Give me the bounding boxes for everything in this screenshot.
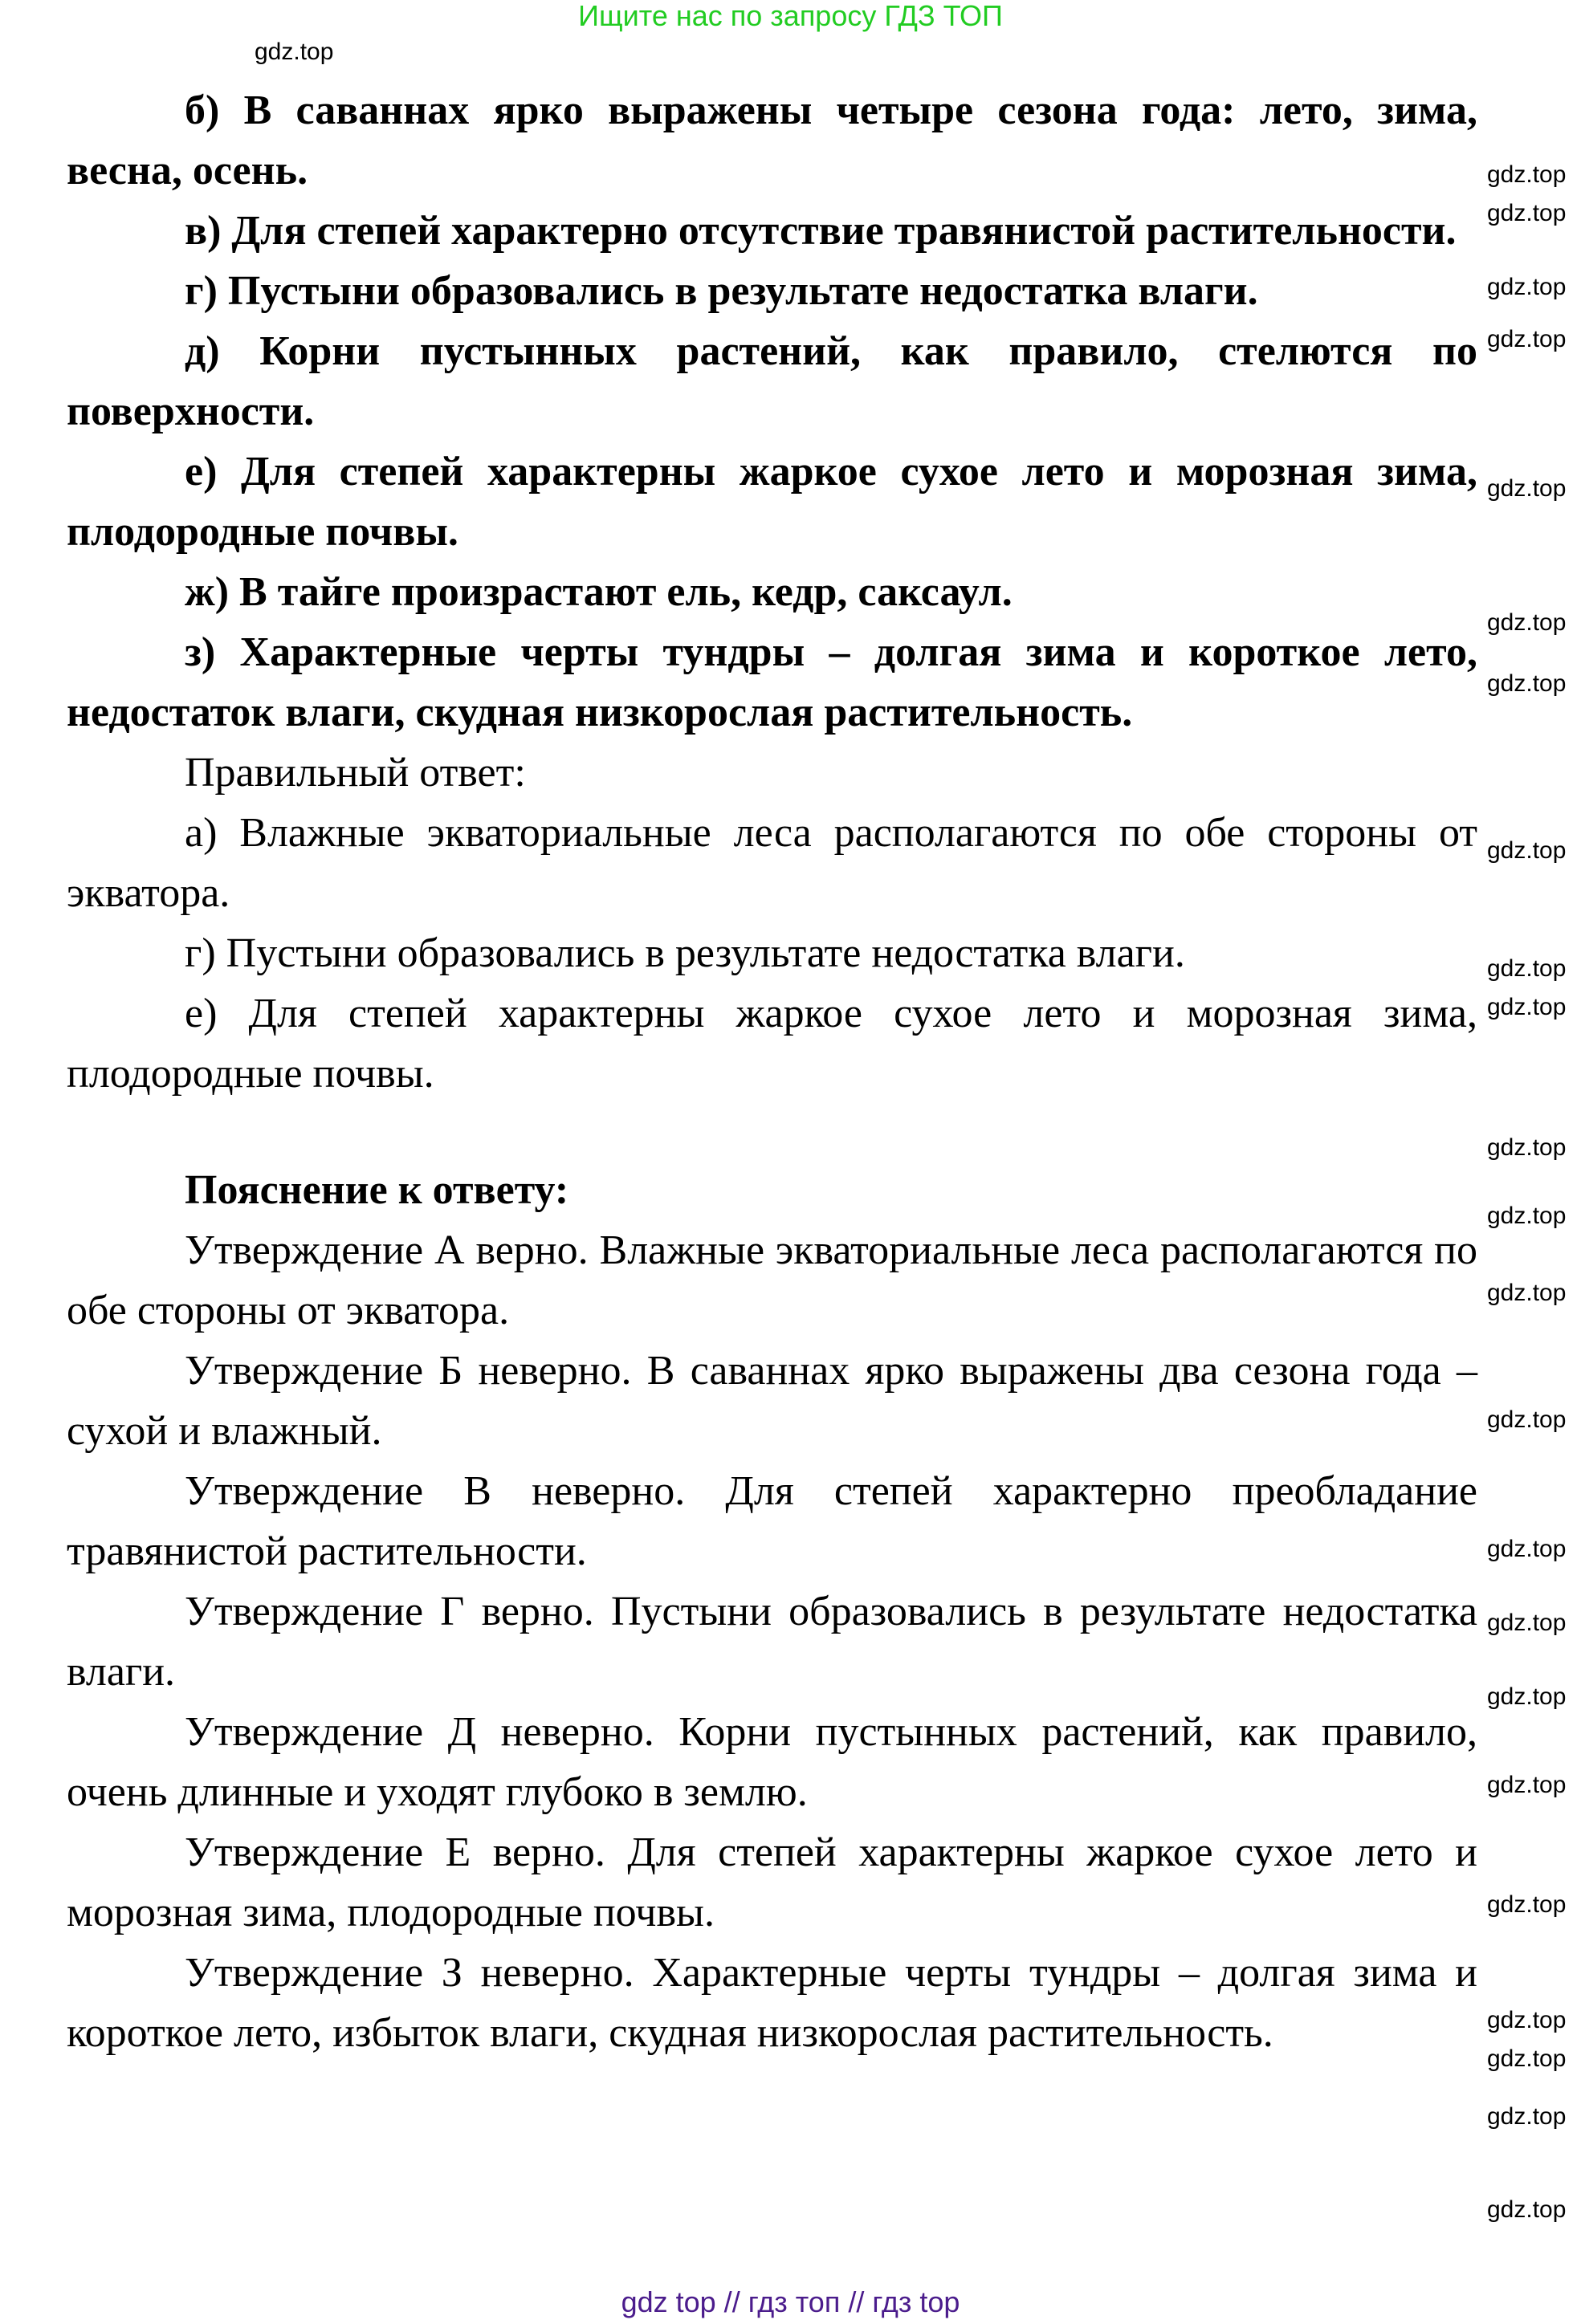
watermark: gdz.top xyxy=(1487,670,1567,697)
explanation-title: Пояснение к ответу: xyxy=(185,1167,569,1213)
watermark: gdz.top xyxy=(1487,2196,1567,2223)
watermark: gdz.top xyxy=(1487,161,1567,188)
watermark: gdz.top xyxy=(1487,994,1567,1020)
statement: б) В саваннах ярко выражены четыре сезона года: лето, зима, весна, осень. xyxy=(67,88,1477,193)
footer-links[interactable]: gdz top // гдз топ // гдз top xyxy=(621,2285,960,2318)
explanation: Утверждение Е верно. Для степей характерны жаркое сухое лето и морозная зима, плодородные почвы. xyxy=(67,1829,1477,1935)
watermark: gdz.top xyxy=(1487,1772,1567,1798)
watermark: gdz.top xyxy=(1487,609,1567,636)
watermark: gdz.top xyxy=(1487,1891,1567,1918)
statement: д) Корни пустынных растений, как правило, стелются по поверхности. xyxy=(67,328,1477,434)
document-body xyxy=(67,80,1477,2063)
watermark: gdz.top xyxy=(1487,1134,1567,1161)
statement: е) Для степей характерны жаркое сухое лето и морозная зима, плодородные почвы. xyxy=(67,449,1477,555)
statement: ж) В тайге произрастают ель, кедр, саксаул. xyxy=(185,569,1013,615)
watermark: gdz.top xyxy=(1487,326,1567,352)
watermark: gdz.top xyxy=(1487,2045,1567,2072)
explanation: Утверждение Д неверно. Корни пустынных растений, как правило, очень длинные и уходят глубоко в землю. xyxy=(67,1709,1477,1815)
answer: е) Для степей характерны жаркое сухое лето и морозная зима, плодородные почвы. xyxy=(67,991,1477,1097)
watermark: gdz.top xyxy=(1487,475,1567,502)
watermark: gdz.top xyxy=(1487,1203,1567,1229)
explanation: Утверждение З неверно. Характерные черты тундры – долгая зима и короткое лето, избыток влаги, скудная низкорослая растительность. xyxy=(67,1950,1477,2056)
watermark: gdz.top xyxy=(1487,1406,1567,1433)
answer-label: Правильный ответ: xyxy=(185,750,526,796)
watermark: gdz.top xyxy=(1487,274,1567,300)
watermark: gdz.top xyxy=(255,39,334,65)
search-banner[interactable]: Ищите нас по запросу ГДЗ ТОП xyxy=(578,0,1003,32)
watermark: gdz.top xyxy=(1487,200,1567,226)
watermark: gdz.top xyxy=(1487,837,1567,864)
watermark: gdz.top xyxy=(1487,2007,1567,2033)
watermark: gdz.top xyxy=(1487,1280,1567,1306)
watermark: gdz.top xyxy=(1487,2103,1567,2130)
watermark: gdz.top xyxy=(1487,955,1567,982)
answer: г) Пустыни образовались в результате недостатка влаги. xyxy=(185,930,1185,976)
explanation: Утверждение А верно. Влажные экваториальные леса располагаются по обе стороны от экватора. xyxy=(67,1227,1477,1333)
watermark: gdz.top xyxy=(1487,1683,1567,1710)
watermark: gdz.top xyxy=(1487,1610,1567,1636)
statement: з) Характерные черты тундры – долгая зима и короткое лето, недостаток влаги, скудная низкорослая растительность. xyxy=(67,629,1477,735)
explanation: Утверждение В неверно. Для степей характерно преобладание травянистой растительности. xyxy=(67,1468,1477,1574)
explanation: Утверждение Г верно. Пустыни образовались в результате недостатка влаги. xyxy=(67,1589,1477,1695)
answer: а) Влажные экваториальные леса располагаются по обе стороны от экватора. xyxy=(67,810,1477,916)
explanation: Утверждение Б неверно. В саваннах ярко выражены два сезона года – сухой и влажный. xyxy=(67,1348,1477,1454)
statement: в) Для степей характерно отсутствие травянистой растительности. xyxy=(185,208,1457,254)
watermark: gdz.top xyxy=(1487,1536,1567,1562)
statement: г) Пустыни образовались в результате недостатка влаги. xyxy=(185,268,1258,314)
